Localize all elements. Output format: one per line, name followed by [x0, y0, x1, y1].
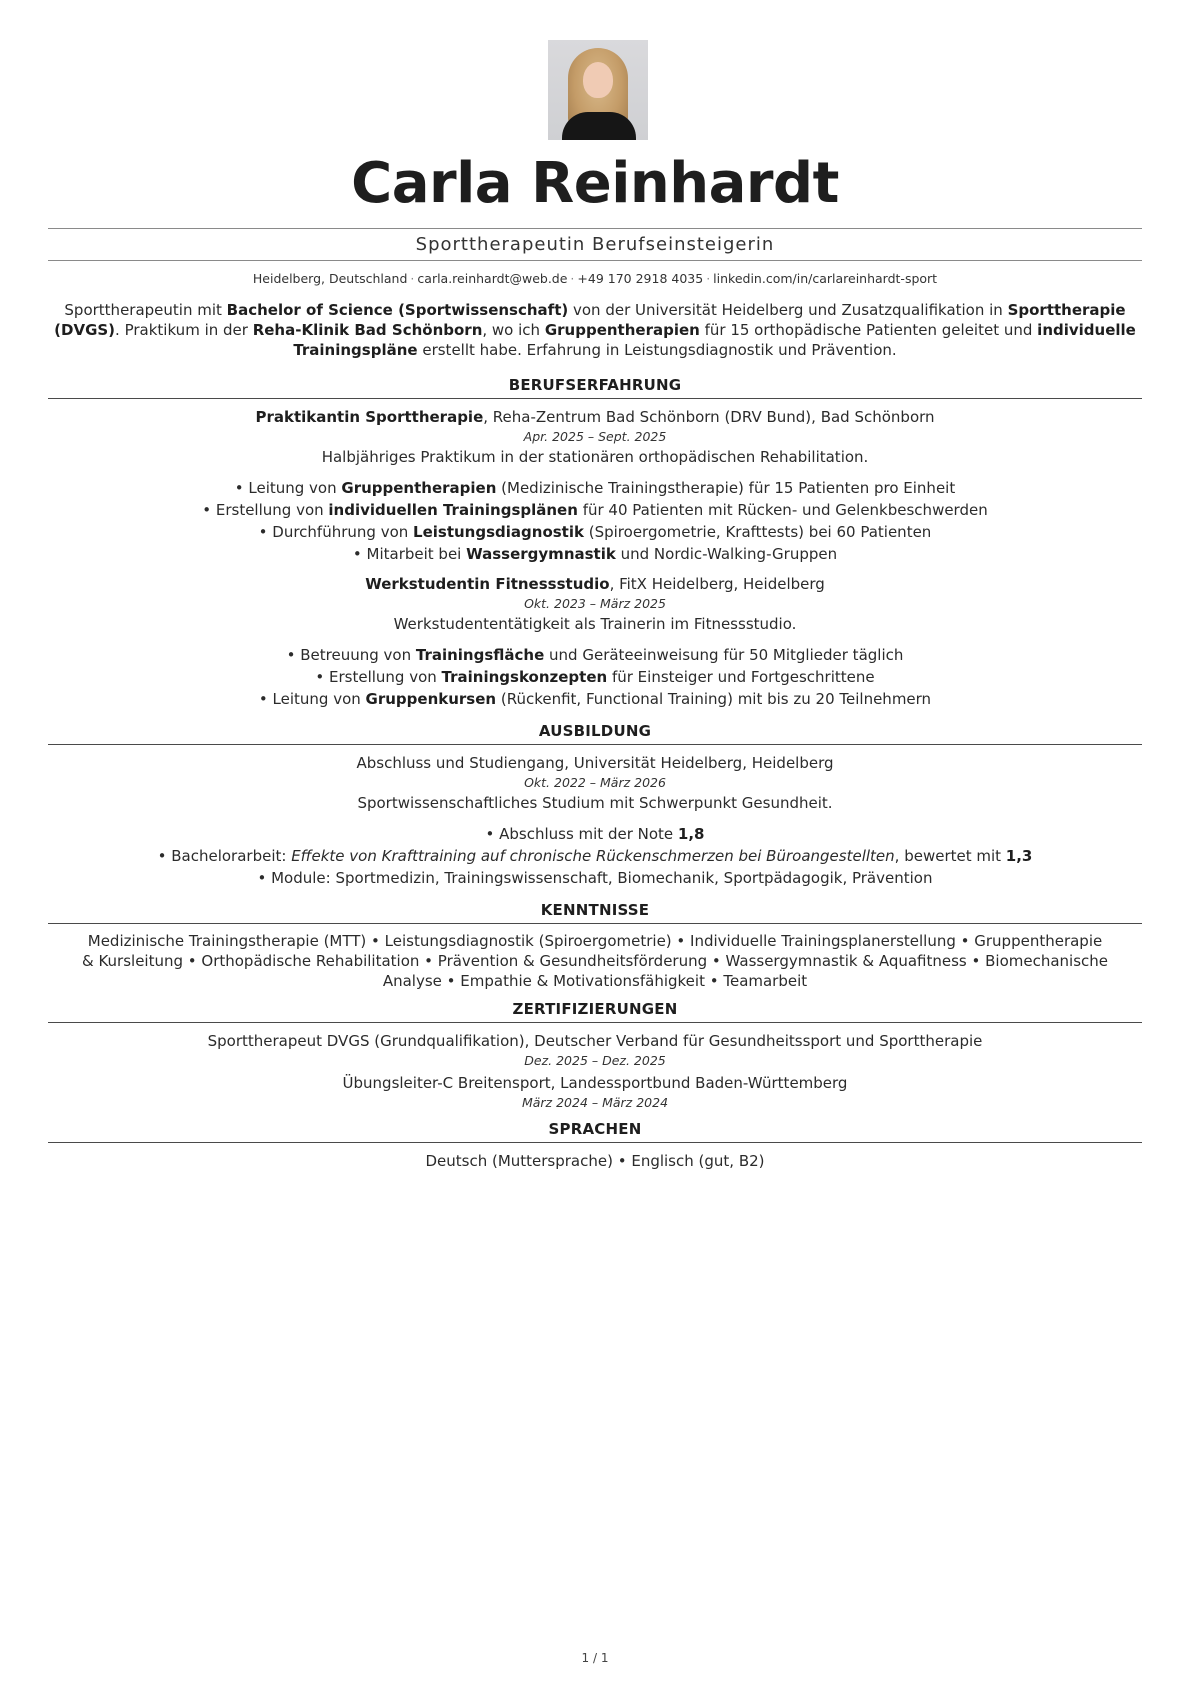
profile-summary: Sporttherapeutin mit Bachelor of Science (Sportwissenschaft) von der Universität Heidelberg und Zusatzqualifikation in Sporttherapie (DVGS). Praktikum in der Reha-Klinik Bad Schönborn, wo ich Gruppentherapien für 15 orthopädische Patienten geleitet und individuelle Trainingspläne erstellt habe. Erfahrung in Leistungsdiagnostik und Prävention. — [54, 301, 1136, 359]
job-bullet: • Mitarbeit bei Wassergymnastik und Nordic-Walking-Gruppen — [352, 545, 838, 563]
education-bullet: • Abschluss mit der Note 1,8 — [485, 825, 705, 843]
section-rule — [48, 398, 1142, 399]
section-title-skills: KENNTNISSE — [540, 901, 650, 919]
section-title-education: AUSBILDUNG — [538, 722, 652, 740]
section-rule — [48, 923, 1142, 924]
section-rule — [48, 744, 1142, 745]
certification-name: Sporttherapeut DVGS (Grundqualifikation), Deutscher Verband für Gesundheitssport und Sporttherapie — [207, 1032, 983, 1050]
certification-name: Übungsleiter-C Breitensport, Landessportbund Baden-Württemberg — [342, 1074, 848, 1092]
location: Heidelberg, Deutschland — [252, 271, 408, 286]
education-dates: Okt. 2022 – März 2026 — [524, 775, 666, 790]
skills-list: Medizinische Trainingstherapie (MTT) • Leistungsdiagnostik (Spiroergometrie) • Individuelle Trainingsplanerstellung • Gruppentherapie & Kursleitung • Orthopädische Rehabilitation • Prävention & Gesundheitsförderung • Wassergymnastik & Aquafitness • Biomechanische Analyse • Empathie & Motivationsfähigkeit • Teamarbeit — [81, 932, 1109, 990]
job-bullet: • Erstellung von Trainingskonzepten für Einsteiger und Fortgeschrittene — [315, 668, 875, 686]
certification-dates: Dez. 2025 – Dez. 2025 — [524, 1053, 666, 1068]
page-indicator: 1 / 1 — [581, 1651, 609, 1665]
job-heading: Werkstudentin Fitnessstudio, FitX Heidelberg, Heidelberg — [365, 575, 825, 593]
section-rule — [48, 1022, 1142, 1023]
linkedin-link[interactable]: linkedin.com/in/carlareinhardt-sport — [713, 271, 938, 286]
education-heading: Abschluss und Studiengang, Universität Heidelberg, Heidelberg — [356, 754, 834, 772]
contact-line: Heidelberg, Deutschland · carla.reinhardt@web.de · +49 170 2918 4035 · linkedin.com/in/carlareinhardt-sport — [252, 271, 938, 286]
job-dates: Okt. 2023 – März 2025 — [524, 596, 666, 611]
job-bullet: • Leitung von Gruppenkursen (Rückenfit, Functional Training) mit bis zu 20 Teilnehmern — [258, 690, 932, 708]
job-title: Sporttherapeutin Berufseinsteigerin — [415, 234, 775, 255]
job-bullet: • Betreuung von Trainingsfläche und Geräteeinweisung für 50 Mitglieder täglich — [286, 646, 904, 664]
candidate-name: Carla Reinhardt — [351, 151, 839, 216]
languages-list: Deutsch (Muttersprache) • Englisch (gut, B2) — [425, 1152, 765, 1170]
section-title-certifications: ZERTIFIZIERUNGEN — [512, 1000, 678, 1018]
job-bullet: • Leitung von Gruppentherapien (Medizinische Trainingstherapie) für 15 Patienten pro Einheit — [234, 479, 956, 497]
section-title-experience: BERUFSERFAHRUNG — [508, 376, 682, 394]
job-bullet: • Durchführung von Leistungsdiagnostik (Spiroergometrie, Krafttests) bei 60 Patienten — [258, 523, 932, 541]
job-description: Halbjähriges Praktikum in der stationären orthopädischen Rehabilitation. — [321, 448, 869, 466]
phone: +49 170 2918 4035 — [577, 271, 704, 286]
header-rule-bottom — [48, 260, 1142, 261]
section-rule — [48, 1142, 1142, 1143]
profile-photo — [548, 40, 648, 140]
education-description: Sportwissenschaftliches Studium mit Schwerpunkt Gesundheit. — [357, 794, 833, 812]
section-title-languages: SPRACHEN — [548, 1120, 642, 1138]
email-link[interactable]: carla.reinhardt@web.de — [417, 271, 568, 286]
job-heading: Praktikantin Sporttherapie, Reha-Zentrum Bad Schönborn (DRV Bund), Bad Schönborn — [255, 408, 935, 426]
job-description: Werkstudententätigkeit als Trainerin im Fitnessstudio. — [393, 615, 797, 633]
education-bullet: • Bachelorarbeit: Effekte von Krafttraining auf chronische Rückenschmerzen bei Büroangestellten, bewertet mit 1,3 — [157, 847, 1033, 865]
job-bullet: • Erstellung von individuellen Trainingsplänen für 40 Patienten mit Rücken- und Gelenkbeschwerden — [202, 501, 988, 519]
header-rule-top — [48, 228, 1142, 229]
certification-dates: März 2024 – März 2024 — [521, 1095, 669, 1110]
education-bullet: • Module: Sportmedizin, Trainingswissenschaft, Biomechanik, Sportpädagogik, Prävention — [257, 869, 933, 887]
job-dates: Apr. 2025 – Sept. 2025 — [523, 429, 667, 444]
